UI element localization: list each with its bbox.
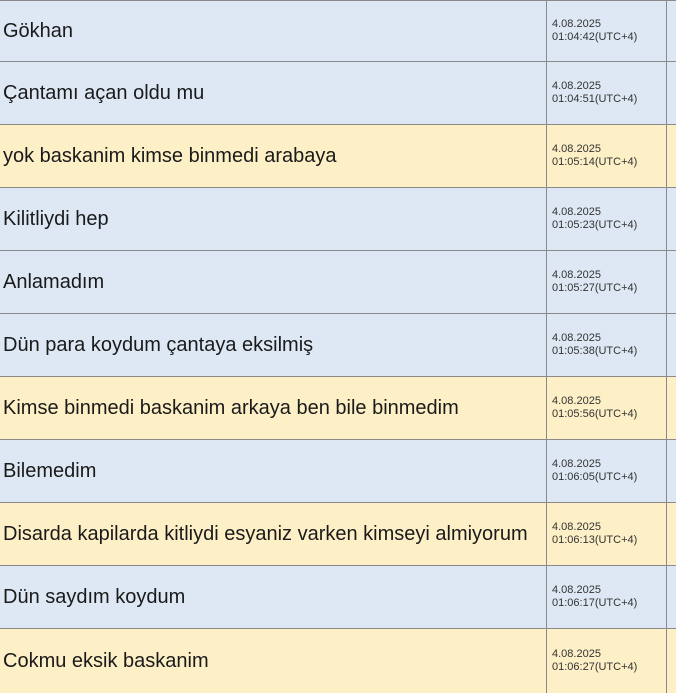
timestamp-time: 01:06:27(UTC+4)	[552, 661, 638, 673]
table-row	[0, 629, 676, 693]
timestamp-date: 4.08.2025	[552, 458, 601, 470]
timestamp-date: 4.08.2025	[552, 206, 601, 218]
row-extra-cell	[667, 188, 676, 250]
timestamp-date: 4.08.2025	[552, 395, 601, 407]
row-extra-cell	[667, 503, 676, 565]
message-text: Kilitliydi hep	[0, 188, 547, 250]
table-row	[0, 125, 676, 188]
timestamp-time: 01:06:17(UTC+4)	[552, 597, 638, 609]
timestamp-time: 01:05:56(UTC+4)	[552, 408, 638, 420]
timestamp	[547, 440, 667, 502]
row-extra-cell	[667, 440, 676, 502]
row-extra-cell	[667, 314, 676, 376]
table-row	[0, 251, 676, 314]
message-text: Bilemedim	[0, 440, 547, 502]
message-text: Dün saydım koydum	[0, 566, 547, 628]
timestamp-date: 4.08.2025	[552, 332, 601, 344]
table-row	[0, 377, 676, 440]
timestamp-time: 01:05:23(UTC+4)	[552, 219, 638, 231]
message-text: Cokmu eksik baskanim	[0, 629, 547, 693]
row-extra-cell	[667, 62, 676, 124]
message-text: Disarda kapilarda kitliydi esyaniz varken kimseyi almiyorum	[0, 503, 547, 565]
row-extra-cell	[667, 629, 676, 693]
row-extra-cell	[667, 125, 676, 187]
timestamp-date: 4.08.2025	[552, 18, 601, 30]
message-text: Kimse binmedi baskanim arkaya ben bile binmedim	[0, 377, 547, 439]
timestamp	[547, 566, 667, 628]
timestamp-date: 4.08.2025	[552, 80, 601, 92]
timestamp-time: 01:05:38(UTC+4)	[552, 345, 638, 357]
timestamp-time: 01:05:14(UTC+4)	[552, 156, 638, 168]
row-extra-cell	[667, 1, 676, 61]
timestamp	[547, 62, 667, 124]
timestamp-time: 01:06:13(UTC+4)	[552, 534, 638, 546]
timestamp	[547, 1, 667, 61]
timestamp-time: 01:04:42(UTC+4)	[552, 31, 638, 43]
table-row	[0, 1, 676, 62]
timestamp-date: 4.08.2025	[552, 269, 601, 281]
table-row	[0, 440, 676, 503]
timestamp-date: 4.08.2025	[552, 521, 601, 533]
timestamp-date: 4.08.2025	[552, 143, 601, 155]
table-row	[0, 62, 676, 125]
table-row	[0, 314, 676, 377]
message-text: Anlamadım	[0, 251, 547, 313]
table-row	[0, 566, 676, 629]
timestamp	[547, 188, 667, 250]
row-extra-cell	[667, 251, 676, 313]
table-row	[0, 188, 676, 251]
timestamp-date: 4.08.2025	[552, 584, 601, 596]
timestamp	[547, 503, 667, 565]
timestamp-time: 01:06:05(UTC+4)	[552, 471, 638, 483]
timestamp-date: 4.08.2025	[552, 648, 601, 660]
timestamp-time: 01:04:51(UTC+4)	[552, 93, 638, 105]
row-extra-cell	[667, 566, 676, 628]
timestamp	[547, 314, 667, 376]
message-text: Gökhan	[0, 1, 547, 61]
message-text: Dün para koydum çantaya eksilmiş	[0, 314, 547, 376]
timestamp	[547, 125, 667, 187]
timestamp	[547, 629, 667, 693]
timestamp	[547, 377, 667, 439]
message-text: Çantamı açan oldu mu	[0, 62, 547, 124]
message-text: yok baskanim kimse binmedi arabaya	[0, 125, 547, 187]
table-row	[0, 503, 676, 566]
row-extra-cell	[667, 377, 676, 439]
timestamp	[547, 251, 667, 313]
timestamp-time: 01:05:27(UTC+4)	[552, 282, 638, 294]
